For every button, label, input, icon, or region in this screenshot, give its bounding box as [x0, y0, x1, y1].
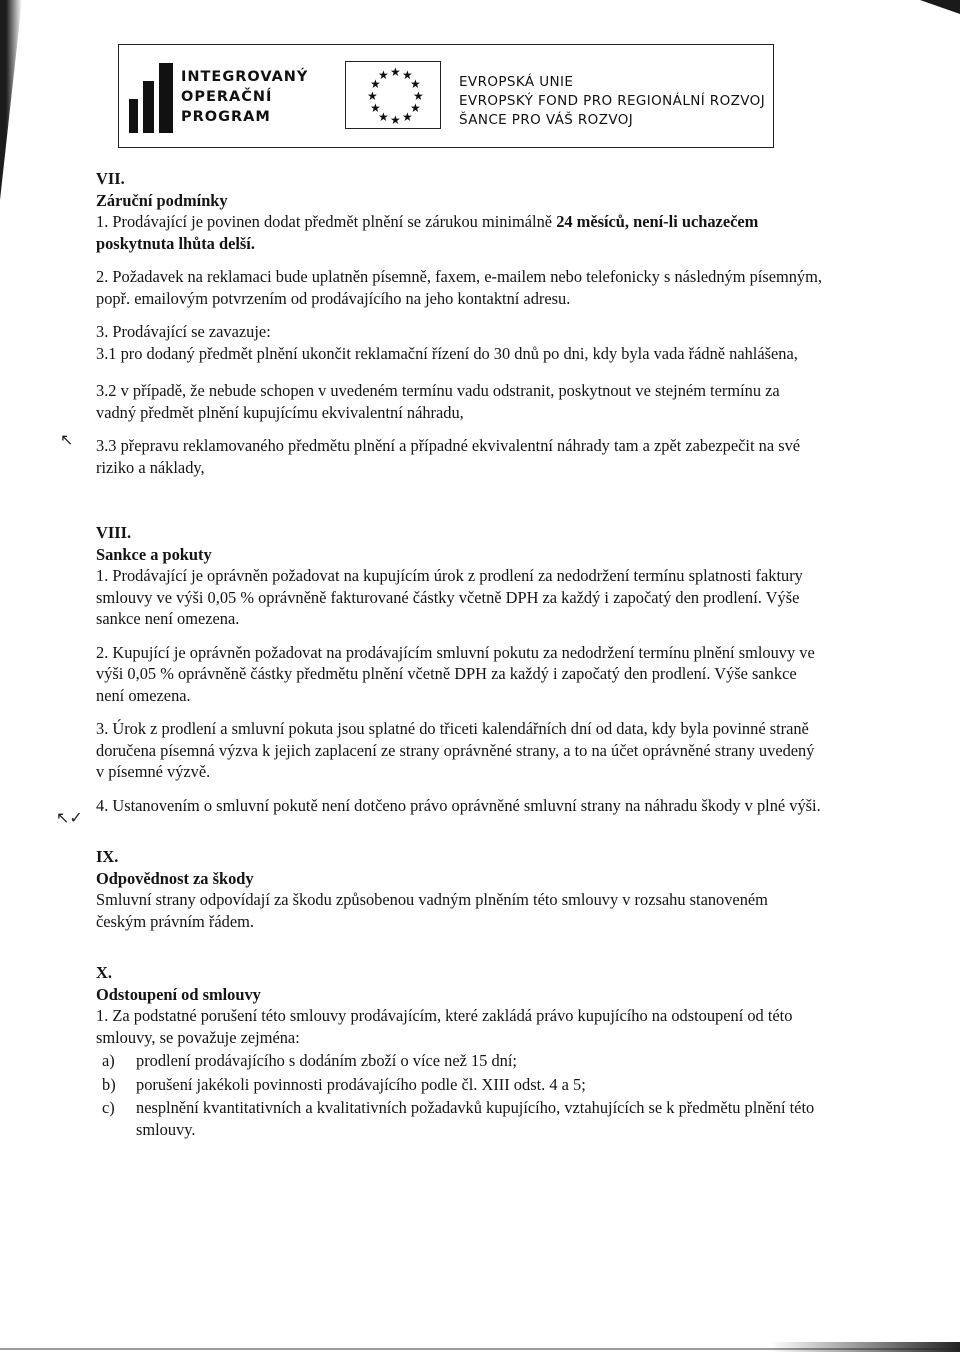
list-item	[96, 1050, 822, 1072]
section-title: Odpovědnost za škody	[96, 868, 254, 888]
margin-mark-icon: ↖✓	[56, 808, 83, 827]
paragraph: 3.2 v případě, že nebude schopen v uvedeném termínu vadu odstranit, poskytnout ve stejném termínu za vadný předmět plnění kupujícímu ekvivalentní náhradu,	[96, 381, 780, 422]
paragraph: 3.3 přepravu reklamovaného předmětu plnění a případné ekvivalentní náhrady tam a zpět zabezpečit na své riziko a náklady,	[96, 436, 801, 477]
program-line: OPERAČNÍ	[181, 89, 273, 105]
eu-line: EVROPSKÁ UNIE	[459, 74, 574, 90]
eu-fund-text	[459, 73, 765, 130]
section-number: X.	[96, 963, 112, 982]
section-title: Sankce a pokuty	[96, 544, 212, 564]
paragraph: 2. Kupující je oprávněn požadovat na prodávajícím smluvní pokutu za nedodržení termínu plnění smlouvy ve výši 0,05 % oprávněně částky předmětu plnění včetně DPH za každý i započatý den prodlení. Výše sankce není omezena.	[96, 642, 815, 705]
margin-mark-icon: ↖	[60, 430, 74, 449]
paragraph-text: 1. Prodávající je povinen dodat předmět plnění se zárukou minimálně	[96, 212, 557, 231]
scan-edge-bottom	[770, 1342, 960, 1352]
iop-bars-logo-icon	[129, 63, 177, 133]
list-text: prodlení prodávajícího s dodáním zboží o více než 15 dní;	[136, 1051, 517, 1070]
paragraph: 4. Ustanovením o smluvní pokutě není dotčeno právo oprávněné smluvní strany na náhradu škody v plné výši.	[96, 795, 821, 815]
list-letter: c)	[102, 1098, 115, 1117]
program-line: INTEGROVANÝ	[181, 69, 309, 85]
paragraph: 3. Prodávající se zavazuje:	[96, 322, 271, 341]
paragraph-bold-text: 24 měsíců, není-li uchazečem poskytnuta lhůta delší.	[96, 212, 759, 253]
list-text: nesplnění kvantitativních a kvalitativních požadavků kupujícího, vztahujících se k předmětu plnění této smlouvy.	[136, 1098, 815, 1139]
section-title: Záruční podmínky	[96, 190, 228, 210]
program-name	[181, 67, 308, 127]
paragraph: 1. Prodávající je oprávněn požadovat na kupujícím úrok z prodlení za nedodržení termínu splatnosti faktury smlouvy ve výši 0,05 % oprávněně fakturované částky včetně DPH za každý i započatý den prodlení. Výše sankce není omezena.	[96, 566, 803, 628]
eu-line: EVROPSKÝ FOND PRO REGIONÁLNÍ ROZVOJ	[459, 93, 766, 109]
paragraph: 3.1 pro dodaný předmět plnění ukončit reklamační řízení do 30 dnů po dni, kdy byla vada řádně nahlášena,	[96, 343, 798, 363]
paragraph	[96, 211, 822, 254]
section-number: VII.	[96, 169, 125, 188]
header-logo-box	[118, 44, 774, 148]
paragraph: Smluvní strany odpovídají za škodu způsobenou vadným plněním této smlouvy v rozsahu stanoveném českým právním řádem.	[96, 890, 768, 931]
paragraph: 3. Úrok z prodlení a smluvní pokuta jsou splatné do třiceti kalendářních dní od data, kdy byla povinné straně doručena písemná výzva k jejich zaplacení ze strany oprávněné strany, a to na účet oprávněné strany uvedený v písemné výzvě.	[96, 719, 815, 781]
section-number: IX.	[96, 847, 119, 866]
section-title: Odstoupení od smlouvy	[96, 984, 261, 1004]
eu-stars-flag-icon: ★ ★ ★ ★ ★ ★ ★ ★ ★ ★ ★ ★	[345, 61, 441, 129]
document-body	[96, 168, 822, 1140]
list-item	[96, 1097, 822, 1140]
list-text: porušení jakékoli povinnosti prodávajícího podle čl. XIII odst. 4 a 5;	[136, 1074, 586, 1094]
list-letter: a)	[102, 1051, 115, 1070]
list-letter: b)	[102, 1074, 116, 1094]
eu-line: ŠANCE PRO VÁŠ ROZVOJ	[459, 112, 634, 128]
list-item	[96, 1074, 822, 1096]
section-number: VIII.	[96, 523, 132, 542]
paragraph: 1. Za podstatné porušení této smlouvy prodávajícím, které zakládá právo kupujícího na odstoupení od této smlouvy, se považuje zejména:	[96, 1006, 793, 1047]
scan-edge-left	[0, 0, 22, 200]
scan-edge-top	[920, 0, 960, 14]
program-line: PROGRAM	[181, 109, 271, 125]
paragraph: 2. Požadavek na reklamaci bude uplatněn písemně, faxem, e-mailem nebo telefonicky s následným písemným, popř. emailovým potvrzením od prodávajícího na jeho kontaktní adresu.	[96, 267, 822, 308]
